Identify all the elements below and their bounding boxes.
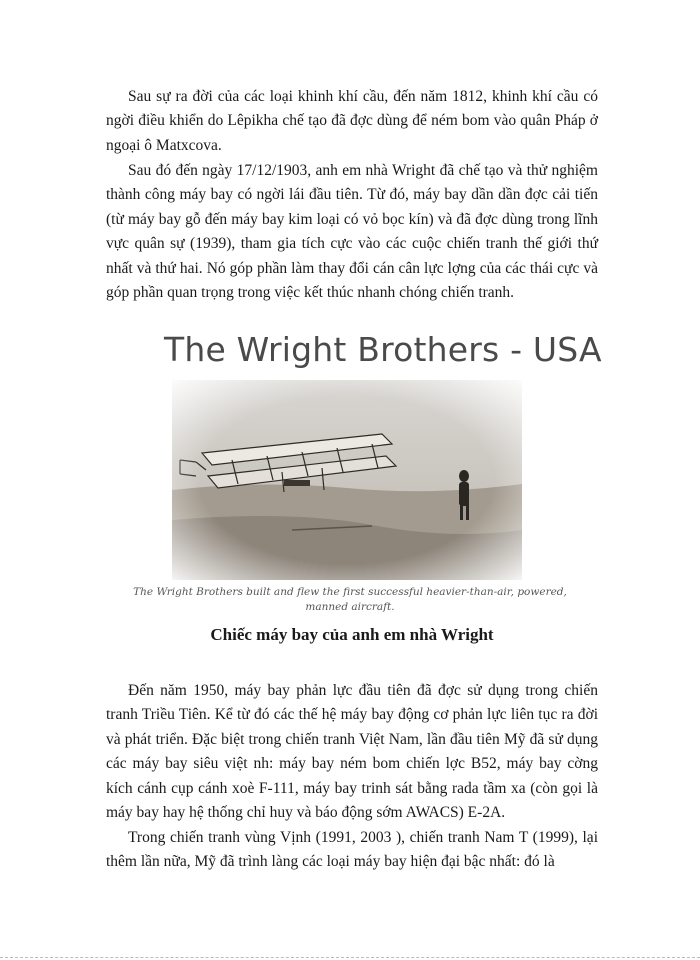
figure-caption: The Wright Brothers built and flew the first successful heavier-than-air, powered, manned aircraft. (133, 586, 567, 613)
paragraph-text: Sau sự ra đời của các loại khinh khí cầu, đến năm 1812, khinh khí cầu có ngời điều khiển do Lêpikha chế tạo đã đợc dùng để ném bom vào quân Pháp ở ngoại ô Matxcova. (106, 88, 598, 154)
paragraph (106, 826, 598, 875)
wright-flyer-photo (172, 380, 522, 580)
figure (120, 330, 602, 620)
paragraph-text: Trong chiến tranh vùng Vịnh (1991, 2003 ), chiến tranh Nam T (1999), lại thêm lần nữa, Mỹ đã trình làng các loại máy bay hiện đại bậc nhất: đó là (106, 829, 598, 871)
paragraph-text: Đến năm 1950, máy bay phản lực đầu tiên đã đợc sử dụng trong chiến tranh Triều Tiên. Kể từ đó các thế hệ máy bay động cơ phản lực liên tục ra đời và phát triển. Đặc biệt trong chiến tranh Việt Nam, lần đầu tiên Mỹ đã sử dụng các máy bay siêu việt nh: máy bay ném bom chiến lợc B52, máy bay cờng kích cánh cụp cánh xoè F-111, máy bay trinh sát bằng rada tầm xa (còn gọi là máy bay hay hệ thống chỉ huy và báo động sớm AWACS) E-2A. (106, 682, 598, 822)
figure-subtitle: Chiếc máy bay của anh em nhà Wright (210, 625, 494, 644)
page-bottom-border (0, 957, 700, 959)
figure-title: The Wright Brothers - USA (164, 330, 602, 369)
paragraph (106, 679, 598, 825)
paragraph-text: Sau đó đến ngày 17/12/1903, anh em nhà Wright đã chế tạo và thử nghiệm thành công máy bay có ngời lái đầu tiên. Từ đó, máy bay dần dần đợc cải tiến (từ máy bay gỗ đến máy bay kim loại có vỏ bọc kín) và đã đợc dùng trong lĩnh vực quân sự (1939), tham gia tích cực vào các cuộc chiến tranh thế giới thứ nhất và thứ hai. Nó góp phần làm thay đổi cán cân lực lợng của các thái cực và góp phần quan trọng trong việc kết thúc nhanh chóng chiến tranh. (106, 162, 598, 302)
paragraph (106, 85, 598, 158)
paragraph (106, 159, 598, 305)
